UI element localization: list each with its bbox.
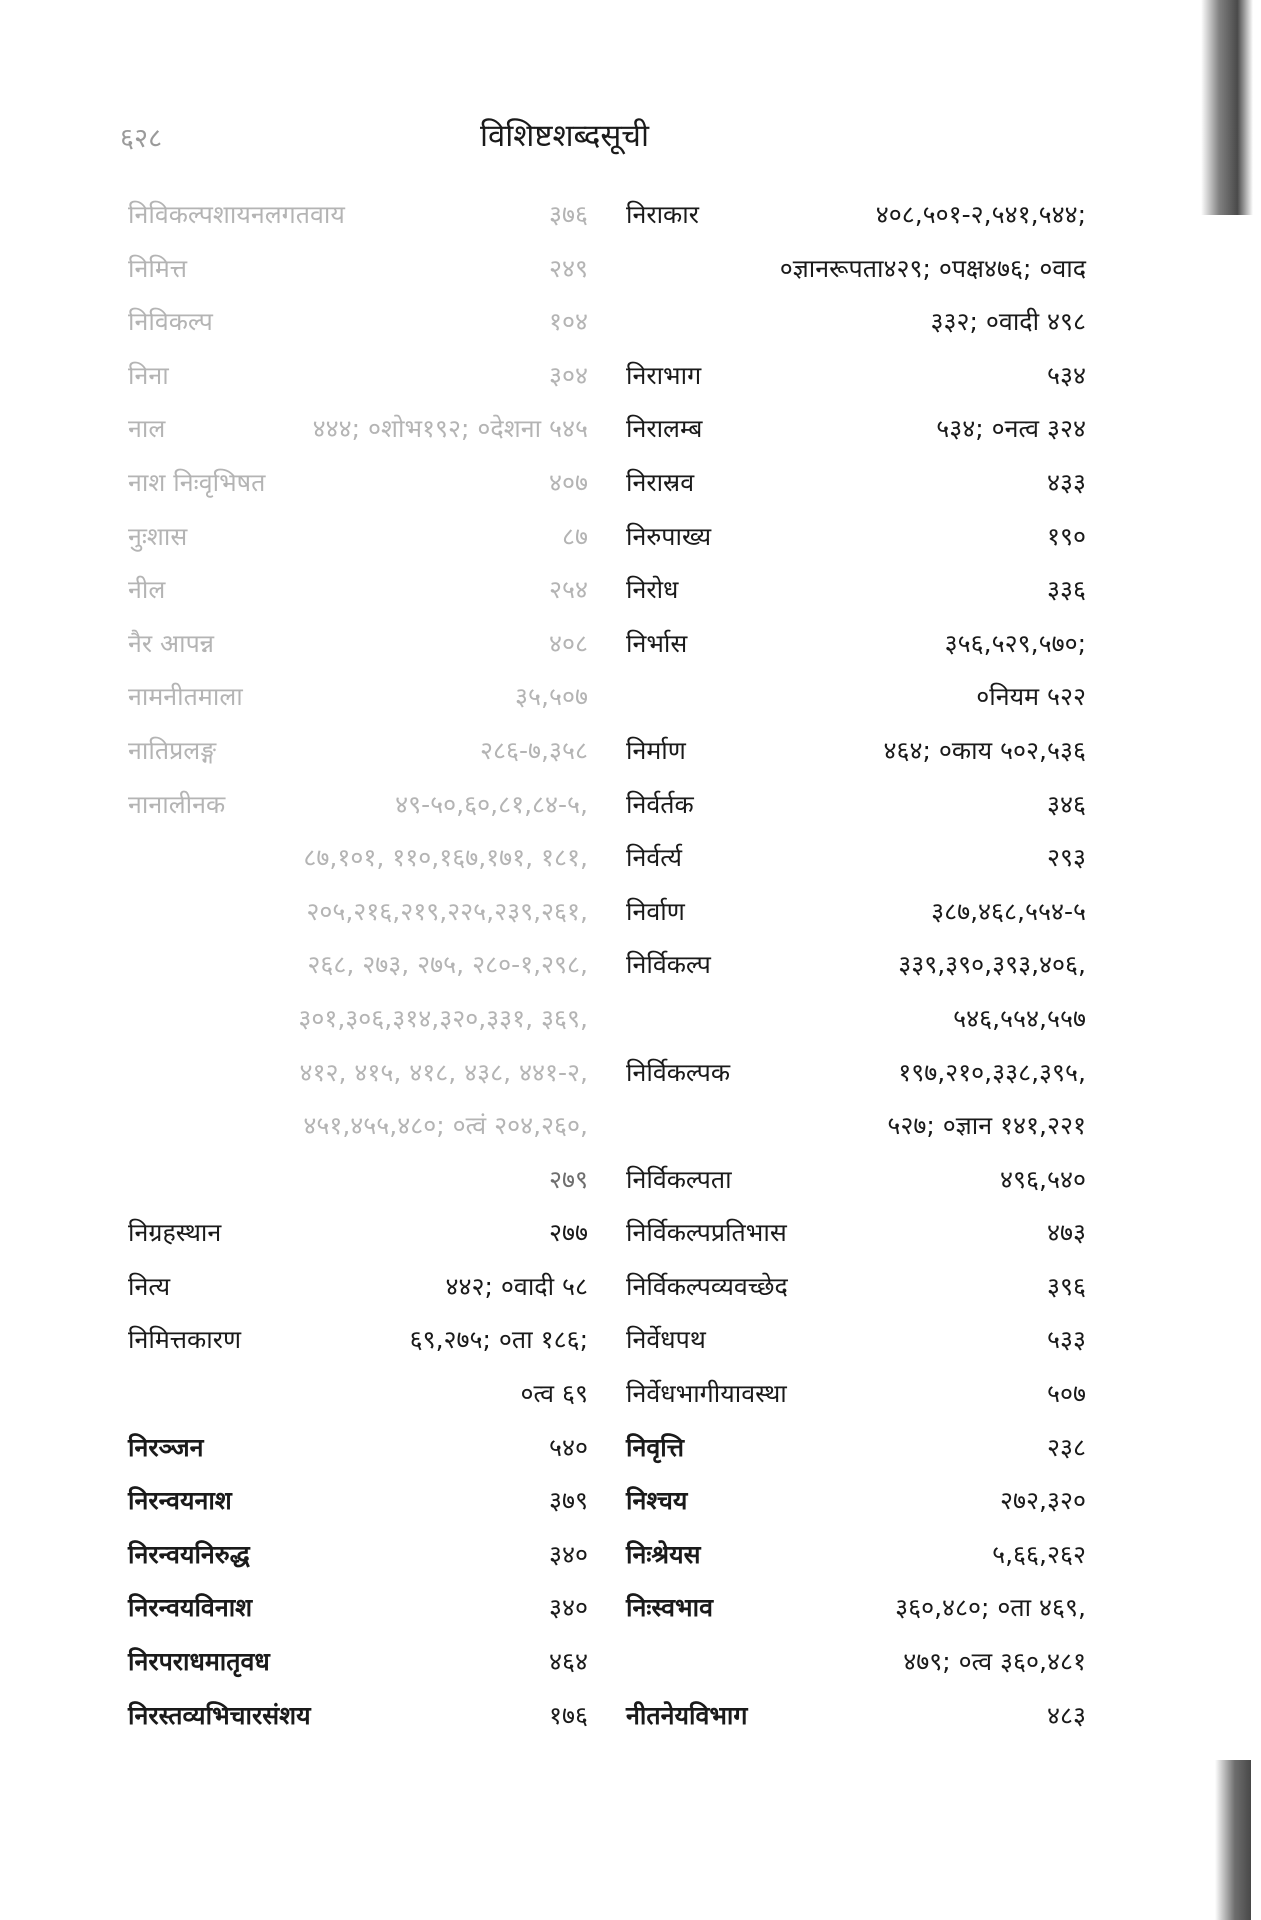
index-entry xyxy=(626,1367,1086,1421)
index-entry xyxy=(626,1206,1086,1260)
index-entry-continuation xyxy=(626,1099,1086,1153)
index-entry xyxy=(626,402,1086,456)
index-entry xyxy=(128,1474,588,1528)
page-refs: ८७,१०१, ११०,१६७,१७१, १८१, xyxy=(303,843,588,873)
index-term: निरन्वयविनाश xyxy=(128,1593,253,1623)
page-refs: ३४६ xyxy=(1046,789,1086,819)
page-refs: २७२,३२० xyxy=(1000,1486,1086,1516)
index-term: निग्रहस्थान xyxy=(128,1218,222,1248)
page-refs: ३४० xyxy=(548,1539,588,1569)
index-entry xyxy=(128,349,588,403)
index-term: निरञ्जन xyxy=(128,1432,204,1462)
index-entry xyxy=(626,778,1086,832)
page-refs: २५४ xyxy=(548,575,588,605)
index-term: निमित्त xyxy=(128,253,188,283)
page-refs: ३६०,४८०; ०ता ४६९, xyxy=(895,1593,1086,1623)
index-entry xyxy=(128,617,588,671)
index-entry-continuation xyxy=(128,1046,588,1100)
index-term: नाल xyxy=(128,414,166,444)
page-refs: २३८ xyxy=(1046,1432,1086,1462)
index-term: निरन्वयनाश xyxy=(128,1486,232,1516)
index-term: निवृत्ति xyxy=(626,1432,685,1462)
index-entry xyxy=(626,724,1086,778)
index-entry xyxy=(626,831,1086,885)
index-entry xyxy=(626,188,1086,242)
page-refs: १९७,२१०,३३८,३९५, xyxy=(898,1057,1086,1087)
index-term: निरस्तव्यभिचारसंशय xyxy=(128,1700,311,1730)
page-refs: ४७३ xyxy=(1046,1218,1086,1248)
page-refs: २६८, २७३, २७५, २८०-१,२९८, xyxy=(307,950,588,980)
index-term: नील xyxy=(128,575,166,605)
index-term: निःस्वभाव xyxy=(626,1593,713,1623)
scan-edge-shadow xyxy=(1215,1760,1251,1920)
index-entry xyxy=(128,670,588,724)
index-term: निर्विकल्प xyxy=(626,950,711,980)
index-entry xyxy=(128,295,588,349)
index-term: नीतनेयविभाग xyxy=(626,1700,748,1730)
page-refs: १९० xyxy=(1046,521,1086,551)
index-term: निना xyxy=(128,360,169,390)
index-entry xyxy=(626,1153,1086,1207)
page-refs: ५०७ xyxy=(1046,1379,1086,1409)
index-entry xyxy=(626,349,1086,403)
index-entry xyxy=(626,510,1086,564)
index-term: निरोध xyxy=(626,575,679,605)
page-refs: ४९६,५४० xyxy=(1000,1164,1086,1194)
page-refs: ४८३ xyxy=(1046,1700,1086,1730)
page-refs: १७६ xyxy=(548,1700,588,1730)
index-entry xyxy=(626,456,1086,510)
page-refs: ०ज्ञानरूपता४२९; ०पक्ष४७६; ०वाद xyxy=(779,253,1086,283)
page-refs: ४४४; ०शोभ१९२; ०देशना ५४५ xyxy=(312,414,588,444)
index-column-right xyxy=(626,188,1086,1742)
index-term: निराकार xyxy=(626,200,699,229)
page-refs: ३३९,३९०,३९३,४०६, xyxy=(898,950,1086,980)
index-term: निश्चय xyxy=(626,1486,688,1516)
page-refs: ५३४ xyxy=(1046,360,1086,390)
index-entry-continuation xyxy=(128,938,588,992)
index-entry xyxy=(626,1474,1086,1528)
index-entry xyxy=(626,1581,1086,1635)
page-number: ६२८ xyxy=(120,123,163,154)
index-term: निर्वेधभागीयावस्था xyxy=(626,1379,787,1409)
index-term: निरालम्ब xyxy=(626,414,703,444)
index-entry xyxy=(128,402,588,456)
index-term: निःश्रेयस xyxy=(626,1539,701,1569)
page-refs: ३९६ xyxy=(1046,1271,1086,1301)
index-term: निर्वेधपथ xyxy=(626,1325,706,1355)
page-refs: २८६-७,३५८ xyxy=(480,735,588,765)
index-term: निमित्तकारण xyxy=(128,1325,242,1355)
index-term: निरुपाख्य xyxy=(626,521,712,551)
page-refs: ३७६ xyxy=(548,200,588,229)
index-entry xyxy=(128,510,588,564)
index-term: नानालीनक xyxy=(128,789,226,819)
page-refs: ३०१,३०६,३१४,३२०,३३१, ३६९, xyxy=(298,1003,588,1033)
index-term: निरपराधमातृवध xyxy=(128,1647,270,1677)
index-entry-continuation xyxy=(128,1099,588,1153)
page-refs: ४५१,४५५,४८०; ०त्वं २०४,२६०, xyxy=(303,1111,588,1141)
page-refs: ०त्व ६९ xyxy=(520,1379,588,1409)
page-refs: ३८७,४६८,५५४-५ xyxy=(931,896,1086,926)
index-entry xyxy=(626,1528,1086,1582)
page-refs: ४६४ xyxy=(548,1647,588,1677)
index-term: निर्विकल्पप्रतिभास xyxy=(626,1218,787,1248)
index-entry-continuation xyxy=(626,992,1086,1046)
index-term: निविकल्प xyxy=(128,307,213,337)
page-refs: ५३४; ०नत्व ३२४ xyxy=(936,414,1086,444)
index-entry-continuation xyxy=(128,992,588,1046)
page-refs: ४६४; ०काय ५०२,५३६ xyxy=(883,735,1086,765)
page-refs: २९३ xyxy=(1046,843,1086,873)
index-entry xyxy=(626,1260,1086,1314)
index-entry xyxy=(626,1421,1086,1475)
page-refs: ४१२, ४१५, ४१८, ४३८, ४४१-२, xyxy=(299,1057,588,1087)
index-term: नाश निःवृभिषत xyxy=(128,467,266,497)
index-term: निर्विकल्पव्यवच्छेद xyxy=(626,1271,788,1301)
index-entry xyxy=(626,617,1086,671)
index-term: निर्वाण xyxy=(626,896,685,926)
index-term: निराभाग xyxy=(626,360,702,390)
page-refs: १०४ xyxy=(548,307,588,337)
index-entry xyxy=(128,1689,588,1743)
index-entry-continuation xyxy=(626,242,1086,296)
index-entry xyxy=(128,1528,588,1582)
page-refs: ४०७ xyxy=(548,467,588,497)
page-refs: ४९-५०,६०,८१,८४-५, xyxy=(395,789,588,819)
index-term: नुःशास xyxy=(128,521,188,551)
running-head-title: विशिष्टशब्दसूची xyxy=(480,118,650,154)
index-entry-continuation xyxy=(128,1153,588,1207)
page-refs: ३७९ xyxy=(548,1486,588,1516)
page-refs: ५४० xyxy=(548,1432,588,1462)
page-refs: २७७ xyxy=(548,1218,588,1248)
page-refs: ५,६६,२६२ xyxy=(992,1539,1086,1569)
index-entry xyxy=(128,1635,588,1689)
index-entry xyxy=(128,778,588,832)
index-entry xyxy=(128,1206,588,1260)
page-refs: ३५६,५२९,५७०; xyxy=(944,628,1086,658)
index-term: नित्य xyxy=(128,1271,171,1301)
index-entry xyxy=(128,1313,588,1367)
index-entry xyxy=(128,242,588,296)
index-entry xyxy=(128,456,588,510)
index-entry-continuation xyxy=(626,1635,1086,1689)
page-refs: २०५,२१६,२१९,२२५,२३९,२६१, xyxy=(306,896,588,926)
index-entry-continuation xyxy=(626,295,1086,349)
index-term: निविकल्पशायनलगतवाय xyxy=(128,200,345,229)
index-entry-continuation xyxy=(626,670,1086,724)
page-refs: ३०४ xyxy=(548,360,588,390)
index-term: निर्वर्तक xyxy=(626,789,694,819)
scan-edge-shadow xyxy=(1201,0,1253,215)
index-term: नामनीतमाला xyxy=(128,682,243,712)
page-refs: ३४० xyxy=(548,1593,588,1623)
page-refs: ३३६ xyxy=(1046,575,1086,605)
index-term: निर्विकल्पक xyxy=(626,1057,731,1087)
page-refs: ४४२; ०वादी ५८ xyxy=(445,1271,588,1301)
index-entry xyxy=(128,188,588,242)
index-entry xyxy=(128,1421,588,1475)
index-entry xyxy=(626,885,1086,939)
index-entry xyxy=(626,1689,1086,1743)
index-entry xyxy=(128,724,588,778)
page-refs: २४९ xyxy=(548,253,588,283)
index-term: नैर आपन्न xyxy=(128,628,215,658)
index-entry xyxy=(626,1046,1086,1100)
index-column-left xyxy=(128,188,588,1742)
index-entry xyxy=(626,938,1086,992)
index-entry xyxy=(128,1581,588,1635)
index-term: निर्विकल्पता xyxy=(626,1164,732,1194)
index-entry xyxy=(626,563,1086,617)
index-term: निरास्रव xyxy=(626,467,695,497)
index-entry xyxy=(128,563,588,617)
index-term: नातिप्रलङ्ग xyxy=(128,735,217,765)
page-refs: ३५,५०७ xyxy=(515,682,588,712)
index-term: निर्वर्त्य xyxy=(626,843,683,873)
page-refs: ५२७; ०ज्ञान १४१,२२१ xyxy=(887,1111,1086,1141)
page-refs: ४०८,५०१-२,५४१,५४४; xyxy=(875,200,1086,229)
index-term: निरन्वयनिरुद्ध xyxy=(128,1539,250,1569)
index-entry-continuation xyxy=(128,831,588,885)
page-refs: २७९ xyxy=(548,1164,588,1194)
index-term: निर्भास xyxy=(626,628,688,658)
page-refs: ४०८ xyxy=(548,628,588,658)
index-term: निर्माण xyxy=(626,735,686,765)
page-refs: ५४६,५५४,५५७ xyxy=(953,1003,1086,1033)
index-entry xyxy=(128,1260,588,1314)
page-refs: ४७९; ०त्व ३६०,४८१ xyxy=(903,1647,1086,1677)
page-refs: ४३३ xyxy=(1046,467,1086,497)
index-entry-continuation xyxy=(128,885,588,939)
page-refs: ०नियम ५२२ xyxy=(976,682,1086,712)
page-refs: ८७ xyxy=(561,521,588,551)
page-refs: ३३२; ०वादी ४९८ xyxy=(930,307,1086,337)
index-entry-continuation xyxy=(128,1367,588,1421)
index-entry xyxy=(626,1313,1086,1367)
page-refs: ६९,२७५; ०ता १८६; xyxy=(409,1325,588,1355)
page-refs: ५३३ xyxy=(1046,1325,1086,1355)
